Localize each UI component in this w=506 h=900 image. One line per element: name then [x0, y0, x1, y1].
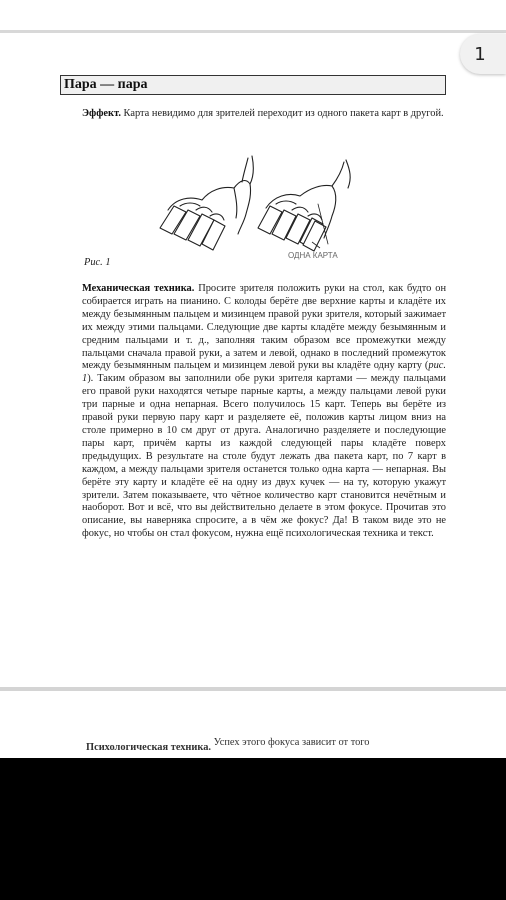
next-page-partial-line [86, 737, 446, 756]
left-hand-drawing [160, 156, 253, 250]
page-number-badge[interactable]: 1 [460, 34, 506, 74]
page-separator [0, 687, 506, 691]
technique-text-part-2: ). Таким образом вы заполнили обе руки зрителя картами — между пальцами его правой руки находятся четыре парные карты, а между пальцами левой руки три парные и одна непарная. Всего получилось 15 карт. Теперь вы берёте из правой руки первую пару карт и разделяете её, положив карты лицом вниз на столе примерно в 10 см друг от друга. Аналогично разделяете и последующие пары карт, причём карты из каждой следующей пары кладёте поверх предыдущих. В результате на столе будут лежать два пакета карт, по 7 карт в каждом, а между пальцами зрителя останется только одна карта — непарная. Вы берёте эту карту и кладёте её на одну из двух кучек — на ту, которую укажут зрители. Затем показываете, что чётное количество карт становится нечётным и наоборот. Вот и всё, что вы действительно делаете в этом фокусе. Прочитав это описание, вы наверняка спросите, а в чём же фокус? Да! В таком виде это не фокус, но чтобы он стал фокусом, нужна ещё психологическая техника и текст. [82, 373, 446, 540]
figure-annotation: ОДНА КАРТА [288, 251, 338, 260]
section-title: Пара — пара [60, 75, 446, 95]
right-hand-drawing [258, 160, 350, 251]
hands-with-cards-illustration [150, 148, 360, 258]
next-page-label: Психологическая техника. [86, 742, 212, 753]
figure-caption: Рис. 1 [84, 257, 111, 268]
next-page-text: Успех этого фокуса зависит от того [211, 737, 370, 748]
technique-label: Механическая техника. [82, 283, 195, 294]
technique-text-part-1: Просите зрителя положить руки на стол, как будто он собирается играть на пианино. С колоды берёте две верхние карты и кладёте их между безымянным пальцем и мизинцем правой руки зрителя, который зажимает их между этими пальцами. Следующие две карты кладёте между безымянным и средним пальцами и т. д., заполняя таким образом все промежутки между пальцами сначала правой руки, а затем и левой, однако в последний промежуток между безымянным пальцем и мизинцем левой руки вы кладёте одну карту ( [82, 283, 446, 372]
effect-paragraph [82, 108, 446, 121]
effect-text: Карта невидимо для зрителей переходит из одного пакета карт в другой. [120, 108, 444, 119]
bottom-bar [0, 758, 506, 900]
figure-reference: рис. 1 [82, 360, 446, 385]
technique-paragraph [82, 283, 446, 541]
effect-label: Эффект. [82, 108, 121, 119]
